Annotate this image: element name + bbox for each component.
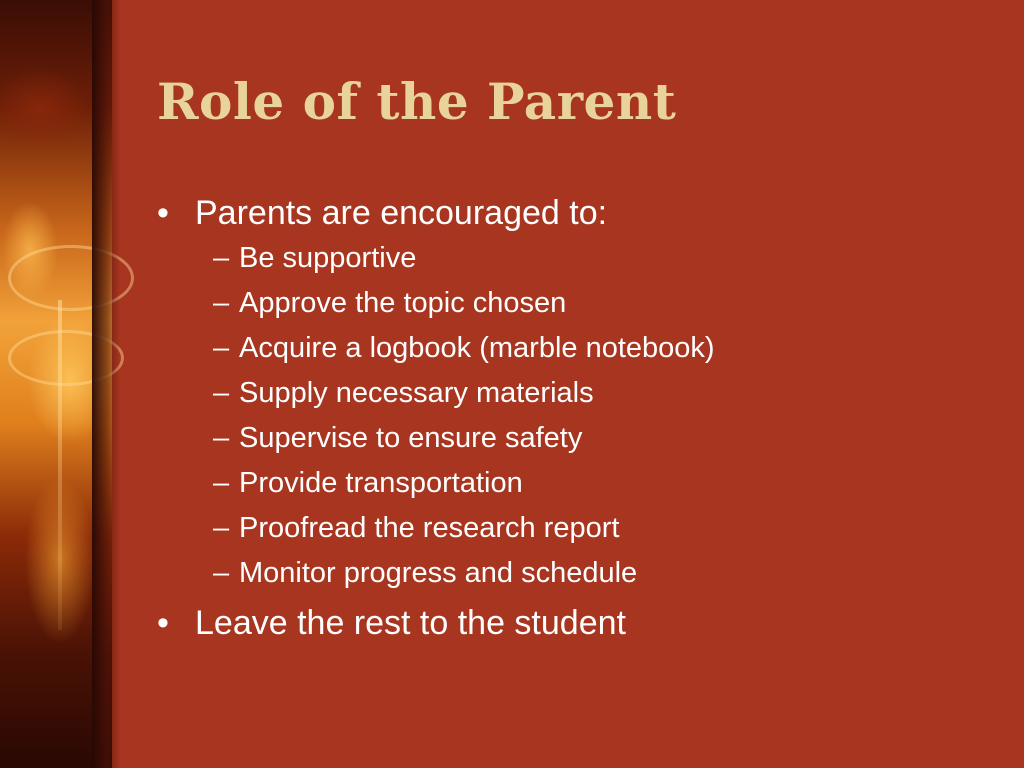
sub-bullet-item [157, 236, 997, 281]
sub-bullet-item [157, 326, 997, 371]
dash-marker: – [213, 287, 230, 319]
sub-bullet-item [157, 371, 997, 416]
sub-bullet-item [157, 461, 997, 506]
sub-bullet-text: Proofread the research report [239, 512, 620, 544]
dash-marker: – [213, 422, 230, 454]
sub-bullet-text: Provide transportation [239, 467, 523, 499]
dash-marker: – [213, 377, 230, 409]
sub-bullet-text: Supply necessary materials [239, 377, 594, 409]
sub-bullet-item [157, 506, 997, 551]
sub-bullet-item [157, 551, 997, 596]
dash-marker: – [213, 242, 230, 274]
sub-bullet-item [157, 416, 997, 461]
slide-body [157, 190, 997, 646]
slide-title: Role of the Parent [157, 72, 677, 131]
bullet-item [157, 600, 997, 646]
sub-bullet-text: Supervise to ensure safety [239, 422, 583, 454]
dash-marker: – [213, 467, 230, 499]
beaker-edge-highlight [58, 300, 62, 630]
bullet-marker: • [157, 194, 169, 232]
side-strip-shadow [92, 0, 120, 768]
bullet-item [157, 190, 997, 236]
dash-marker: – [213, 557, 230, 589]
bullet-text: Leave the rest to the student [195, 604, 626, 642]
bullet-marker: • [157, 604, 169, 642]
sub-bullet-text: Acquire a logbook (marble notebook) [239, 332, 715, 364]
sub-bullet-list [157, 236, 997, 596]
bullet-text: Parents are encouraged to: [195, 194, 608, 232]
sub-bullet-text: Approve the topic chosen [239, 287, 567, 319]
sub-bullet-text: Monitor progress and schedule [239, 557, 638, 589]
dash-marker: – [213, 332, 230, 364]
dash-marker: – [213, 512, 230, 544]
sub-bullet-text: Be supportive [239, 242, 417, 274]
sub-bullet-item [157, 281, 997, 326]
